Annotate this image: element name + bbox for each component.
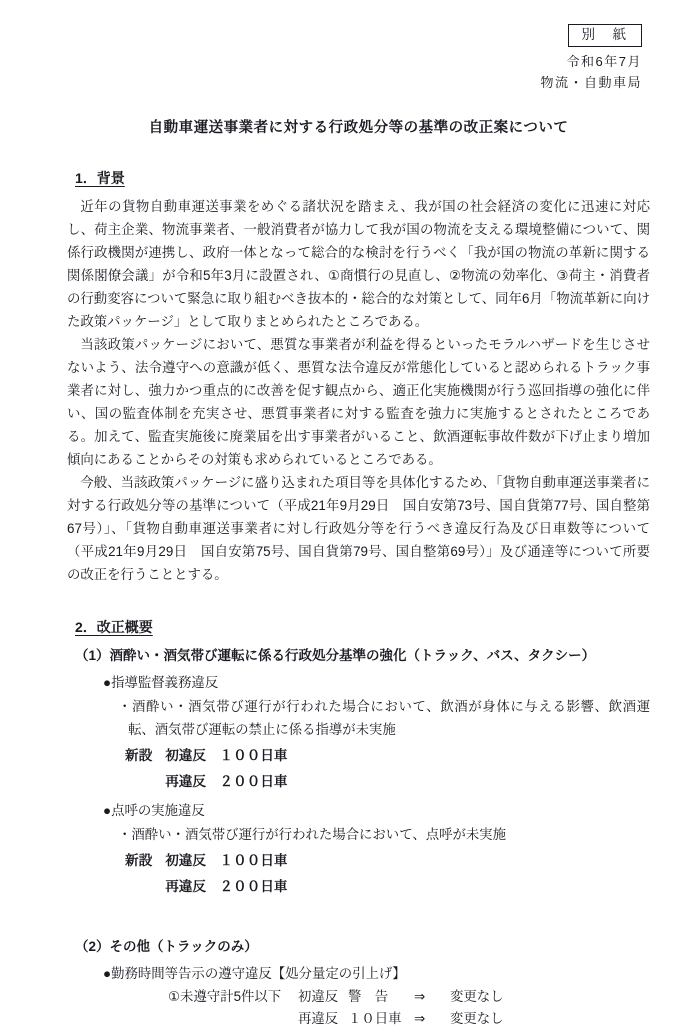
document-title: 自動車運送事業者に対する行政処分等の基準の改正案について	[148, 119, 569, 136]
penalty-row-repeat: 再違反 ２００日車	[165, 773, 288, 789]
attachment-label: 別 紙	[581, 27, 628, 42]
working-hours-penalty-table	[168, 986, 650, 1029]
bullet-supervision-violation	[67, 670, 650, 795]
section-1-heading: 1．背景	[75, 169, 125, 186]
section-background	[67, 168, 650, 586]
vertical-spacer	[67, 903, 650, 934]
penalty-block-rollcall	[125, 848, 650, 900]
item-prefix: ①未遵守計5件以下	[168, 988, 282, 1004]
penalty-rows	[165, 743, 287, 795]
bullet-rollcall-desc: ・酒酔い・酒気帯び運行が行われた場合において、点呼が未実施	[118, 826, 507, 842]
bullet-supervision-title: ●指導監督義務違反	[103, 674, 219, 690]
bullet-rollcall-title: ●点呼の実施違反	[103, 802, 205, 818]
change-result: 変更なし	[450, 988, 504, 1004]
bullet-working-hours-title: ●勤務時間等告示の遵守違反【処分量定の引上げ】	[103, 965, 406, 981]
penalty-new-label: 新設	[125, 852, 153, 868]
penalty-new-label: 新設	[125, 747, 153, 763]
arrow-icon: ⇒	[414, 1010, 426, 1026]
penalty-row-repeat: 再違反 ２００日車	[165, 878, 288, 894]
background-paragraph-3: 今般、当該政策パッケージに盛り込まれた項目等を具体化するため、「貨物自動車運送事業者に対する行政処分等の基準について（平成21年9月29日 国自安第73号、国自貨第77号、国自整第67号）」、「貨物自動車運送事業者に対し行政処分等を行うべき違反行為及び日車数等について（平成21年9月29日 国自安第75号、国自貨第79号、国自整第69号）」及び通達等について所要の改正を行うこととする。	[67, 474, 650, 582]
item-prefix-empty	[168, 1008, 298, 1029]
bullet-supervision-desc: ・酒酔い・酒気帯び運行が行われた場合において、飲酒が身体に与える影響、飲酒運転、酒気帯び運転の禁止に係る指導が未実施	[118, 698, 650, 737]
bullet-rollcall-violation	[67, 798, 650, 900]
penalty-block-supervision	[125, 743, 650, 795]
violation-type: 再違反	[298, 1010, 339, 1026]
background-paragraph-2: 当該政策パッケージにおいて、悪質な事業者が利益を得るといったモラルハザードを生じさせないよう、法令遵守への意識が低く、悪質な法令違反が常態化していると認められるトラック事業者に対し、強力かつ重点的に改善を促す観点から、適正化実施機関が行う巡回指導の強化に伴い、国の監査体制を充実させ、悪質事業者に対する監査を強力に実施するとされたところである。加えて、監査実施後に廃業届を出す事業者がいること、飲酒運転事故件数が下げ止まり増加傾向にあることからその対策も求められているところである。	[67, 336, 650, 467]
background-paragraph-1: 近年の貨物自動車運送事業をめぐる諸状況を踏まえ、我が国の社会経済の変化に迅速に対応し、荷主企業、物流事業者、一般消費者が協力して我が国の物流を支える環境整備について、関係行政機関が連携し、政府一体となって総合的な検討を行うべく「我が国の物流の革新に関する関係閣僚会議」が令和5年3月に設置され、①商慣行の見直し、②物流の効率化、③荷主・消費者の行動変容について緊急に取り組むべき抜本的・総合的な対策として、同年6月「物流革新に向けた政策パッケージ」として取りまとめられたところである。	[67, 198, 650, 329]
subsection-2-heading: （2）その他（トラックのみ）	[75, 938, 258, 954]
attachment-label-box	[568, 24, 643, 47]
penalty-row-first: 初違反 １００日車	[165, 852, 288, 868]
penalty-row-first: 初違反 １００日車	[165, 747, 288, 763]
section-outline	[67, 617, 650, 1029]
document-header	[67, 24, 642, 89]
violation-type: 初違反	[298, 988, 339, 1004]
subsection-1-heading: （1）酒酔い・酒気帯び運転に係る行政処分基準の強化（トラック、バス、タクシー）	[75, 647, 596, 663]
penalty-value: １０日車	[348, 1010, 402, 1026]
penalty-rows	[165, 848, 287, 900]
change-result: 変更なし	[450, 1010, 504, 1026]
section-2-heading: 2．改正概要	[75, 618, 153, 635]
penalty-value: 警 告	[348, 988, 389, 1004]
document-date: 令和6年7月	[566, 53, 642, 69]
issuing-bureau: 物流・自動車局	[540, 74, 642, 90]
bullet-working-hours-violation	[67, 961, 650, 1029]
arrow-icon: ⇒	[414, 988, 426, 1004]
